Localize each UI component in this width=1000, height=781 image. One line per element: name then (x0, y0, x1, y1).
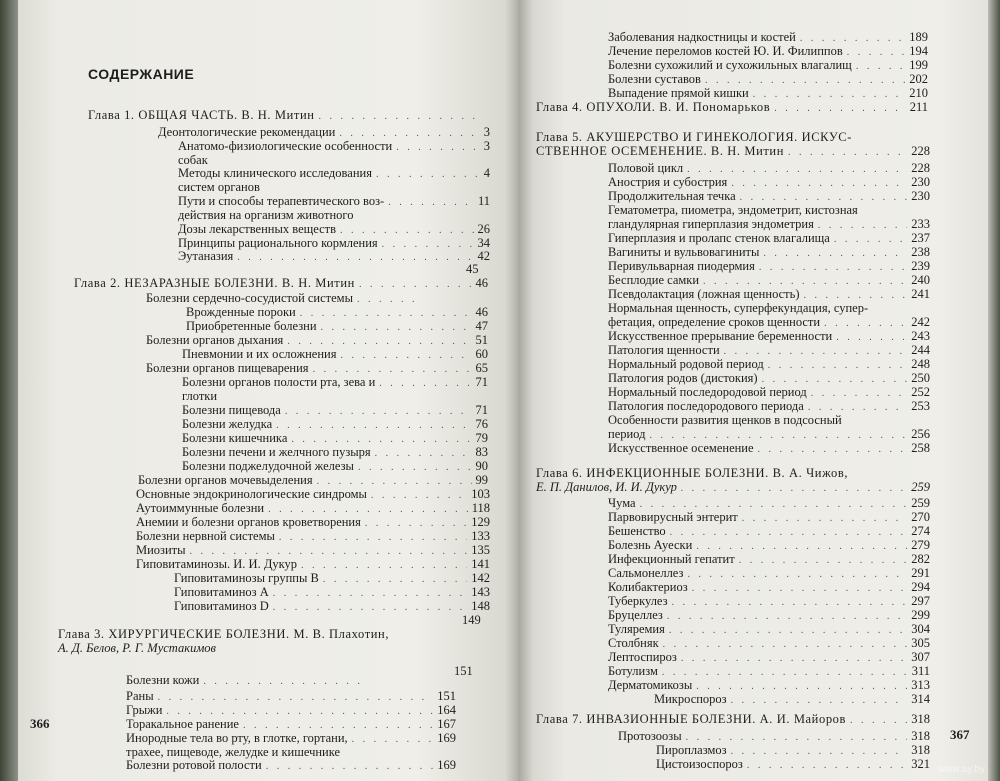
toc-entry: Вагиниты и вульвовагиниты . . . 238 (608, 245, 930, 259)
toc-entry: Гиповитаминоз D . . . 148 (174, 599, 490, 613)
toc-entry: Патология родов (дистокия) . . . 250 (608, 371, 930, 385)
watermark: www.ay.by (938, 764, 986, 775)
toc-entry: Перивульварная пиодермия . . . 239 (608, 259, 930, 273)
toc-entry: Выпадение прямой кишки . . . 210 (608, 86, 928, 100)
toc-entry: Деонтологические рекомендации . . . 3 (158, 125, 490, 139)
toc-entry: Лептоспироз . . . 307 (608, 650, 930, 664)
toc-entry: Инородные тела во рту, в глотке, гортани, . . . 169 (126, 731, 456, 745)
toc-entry: Эутаназия . . . 42 (178, 249, 490, 263)
toc-entry: Туберкулез . . . 297 (608, 594, 930, 608)
toc-entry-continued: гландулярная гиперплазия эндометрия . . . 233 (608, 217, 930, 231)
toc-entry: Заболевания надкостницы и костей . . . 189 (608, 30, 928, 44)
toc-chapter-3: Глава 3. ХИРУРГИЧЕСКИЕ БОЛЕЗНИ. М. В. Плахотин, (58, 627, 390, 641)
book-cover-edge-right (988, 0, 1000, 781)
toc-entry: Основные эндокринологические синдромы . . . 103 (136, 487, 490, 501)
toc-entry: Анемии и болезни органов кроветворения . . . 129 (136, 515, 490, 529)
toc-entry: Особенности развития щенков в подсосный (608, 413, 842, 427)
toc-entry: Болезни пищевода . . . 71 (182, 403, 488, 417)
toc-entry: Принципы рационального кормления . . . 34 (178, 236, 490, 250)
toc-entry: Гиповитаминоз А . . . 143 (174, 585, 490, 599)
right-page (518, 0, 988, 781)
toc-entry: Болезни органов пищеварения . . . 65 (146, 361, 488, 375)
toc-entry: Цистоизоспороз . . . 321 (656, 757, 930, 771)
toc-entry: Пневмонии и их осложнения . . . 60 (182, 347, 488, 361)
toc-entry: Торакальное ранение . . . 167 (126, 717, 456, 731)
toc-entry: Болезни кишечника . . . 79 (182, 431, 488, 445)
toc-entry: Патология щенности . . . 244 (608, 343, 930, 357)
toc-entry: Грыжи . . . 164 (126, 703, 456, 717)
toc-entry: Анатомо-физиологические особенности . . . 3 (178, 139, 490, 153)
toc-entry: Дозы лекарственных веществ . . . 26 (178, 222, 490, 236)
toc-entry: Приобретенные болезни . . . 47 (186, 319, 488, 333)
toc-entry: Болезни нервной системы . . . 133 (136, 529, 490, 543)
toc-entry: Болезни органов дыхания . . . 51 (146, 333, 488, 347)
toc-chapter-1: Глава 1. ОБЩАЯ ЧАСТЬ. В. Н. Митин . . . (88, 108, 488, 122)
toc-entry: Пироплазмоз . . . 318 (656, 743, 930, 757)
toc-entry: Гематометра, пиометра, эндометрит, кистозная (608, 203, 858, 217)
toc-entry: Нормальная щенность, суперфекундация, супер- (608, 301, 869, 315)
toc-entry: Нормальный родовой период . . . 248 (608, 357, 930, 371)
toc-chapter-4: Глава 4. ОПУХОЛИ. В. И. Пономарьков . . . 211 (536, 100, 928, 114)
toc-entry: Болезни печени и желчного пузыря . . . 83 (182, 445, 488, 459)
toc-entry-continued: глотки (182, 389, 218, 403)
toc-entry-continued: период . . . 256 (608, 427, 930, 441)
toc-entry: Парвовирусный энтерит . . . 270 (608, 510, 930, 524)
toc-entry: Методы клинического исследования . . . 4 (178, 166, 490, 180)
toc-entry: Микроспороз . . . 314 (654, 692, 930, 706)
toc-entry: Ботулизм . . . 311 (608, 664, 930, 678)
page-number-left: 366 (30, 716, 50, 731)
toc-entry: Болезни органов мочевыделения . . . 99 (138, 473, 488, 487)
toc-entry: Туляремия . . . 304 (608, 622, 930, 636)
toc-page-number: 149 (462, 613, 481, 627)
toc-entry: Искусственное прерывание беременности . . . 243 (608, 329, 930, 343)
toc-entry: Протозоозы . . . 318 (618, 729, 930, 743)
toc-entry: Анострия и субострия . . . 230 (608, 175, 930, 189)
toc-entry: Болезни органов полости рта, зева и . . . 71 (182, 375, 488, 389)
toc-entry: Раны . . . 151 (126, 689, 456, 703)
toc-entry: Болезни сердечно-сосудистой системы . . . (146, 291, 426, 305)
toc-chapter-2: Глава 2. НЕЗАРАЗНЫЕ БОЛЕЗНИ. В. Н. Митин . . . 46 (74, 276, 488, 290)
toc-entry: Бесплодие самки . . . 240 (608, 273, 930, 287)
toc-entry-continued: действия на организм животного (178, 208, 354, 222)
toc-chapter-5: Глава 5. АКУШЕРСТВО И ГИНЕКОЛОГИЯ. ИСКУС- (536, 130, 853, 144)
toc-chapter-3-authors: А. Д. Белов, Р. Г. Мустакимов (58, 641, 216, 655)
toc-entry: Псевдолактация (ложная щенность) . . . 241 (608, 287, 930, 301)
toc-chapter-6-authors: Е. П. Данилов, И. И. Дукур . . . 259 (536, 480, 930, 494)
toc-entry: Лечение переломов костей Ю. И. Филиппов . . . 194 (608, 44, 928, 58)
toc-entry: Болезни желудка . . . 76 (182, 417, 488, 431)
toc-entry: Нормальный последородовой период . . . 252 (608, 385, 930, 399)
left-page (18, 0, 518, 781)
toc-entry: Болезнь Ауески . . . 279 (608, 538, 930, 552)
toc-entry: Инфекционный гепатит . . . 282 (608, 552, 930, 566)
toc-entry: Сальмонеллез . . . 291 (608, 566, 930, 580)
toc-entry: Половой цикл . . . 228 (608, 161, 930, 175)
contents-heading: СОДЕРЖАНИЕ (88, 66, 195, 82)
toc-chapter-5-cont: СТВЕННОЕ ОСЕМЕНЕНИЕ. В. Н. Митин . . . 228 (536, 144, 930, 158)
toc-entry: Гиповитаминозы группы В . . . 142 (174, 571, 490, 585)
toc-entry-continued: собак (178, 153, 208, 167)
toc-page-number: 151 (454, 664, 473, 678)
toc-page-number: 45 (466, 262, 479, 276)
toc-entry: Искусственное осеменение . . . 258 (608, 441, 930, 455)
toc-entry: Гиперплазия и пролапс стенок влагалища . . . 237 (608, 231, 930, 245)
toc-entry: Патология последородового периода . . . 253 (608, 399, 930, 413)
toc-entry: Болезни суставов . . . 202 (608, 72, 928, 86)
toc-entry-continued: фетация, определение сроков щенности . . . 242 (608, 315, 930, 329)
toc-chapter-7: Глава 7. ИНВАЗИОННЫЕ БОЛЕЗНИ. А. И. Майоров . . . 318 (536, 712, 930, 726)
toc-entry: Гиповитаминозы. И. И. Дукур . . . 141 (136, 557, 490, 571)
book-cover-edge-left (0, 0, 18, 781)
toc-entry: Болезни поджелудочной железы . . . 90 (182, 459, 488, 473)
toc-entry: Миозиты . . . 135 (136, 543, 490, 557)
book-gutter-shadow (505, 0, 533, 781)
toc-entry: Дерматомикозы . . . 313 (608, 678, 930, 692)
toc-entry: Пути и способы терапевтического воз- . . . 11 (178, 194, 490, 208)
toc-entry: Колибактериоз . . . 294 (608, 580, 930, 594)
toc-entry-continued: трахее, пищеводе, желудке и кишечнике (126, 745, 341, 759)
toc-entry: Бруцеллез . . . 299 (608, 608, 930, 622)
toc-entry-continued: систем органов (178, 180, 260, 194)
toc-entry: Болезни ротовой полости . . . 169 (126, 758, 456, 772)
page-number-right: 367 (950, 727, 970, 742)
toc-entry: Аутоиммунные болезни . . . 118 (136, 501, 490, 515)
toc-entry: Врожденные пороки . . . 46 (186, 305, 488, 319)
toc-entry: Чума . . . 259 (608, 496, 930, 510)
toc-entry: Столбняк . . . 305 (608, 636, 930, 650)
toc-entry: Бешенство . . . 274 (608, 524, 930, 538)
toc-entry: Болезни кожи . . . (126, 673, 366, 687)
toc-entry: Продолжительная течка . . . 230 (608, 189, 930, 203)
toc-chapter-6: Глава 6. ИНФЕКЦИОННЫЕ БОЛЕЗНИ. В. А. Чижов, (536, 466, 849, 480)
toc-entry: Болезни сухожилий и сухожильных влагалищ . . . 199 (608, 58, 928, 72)
